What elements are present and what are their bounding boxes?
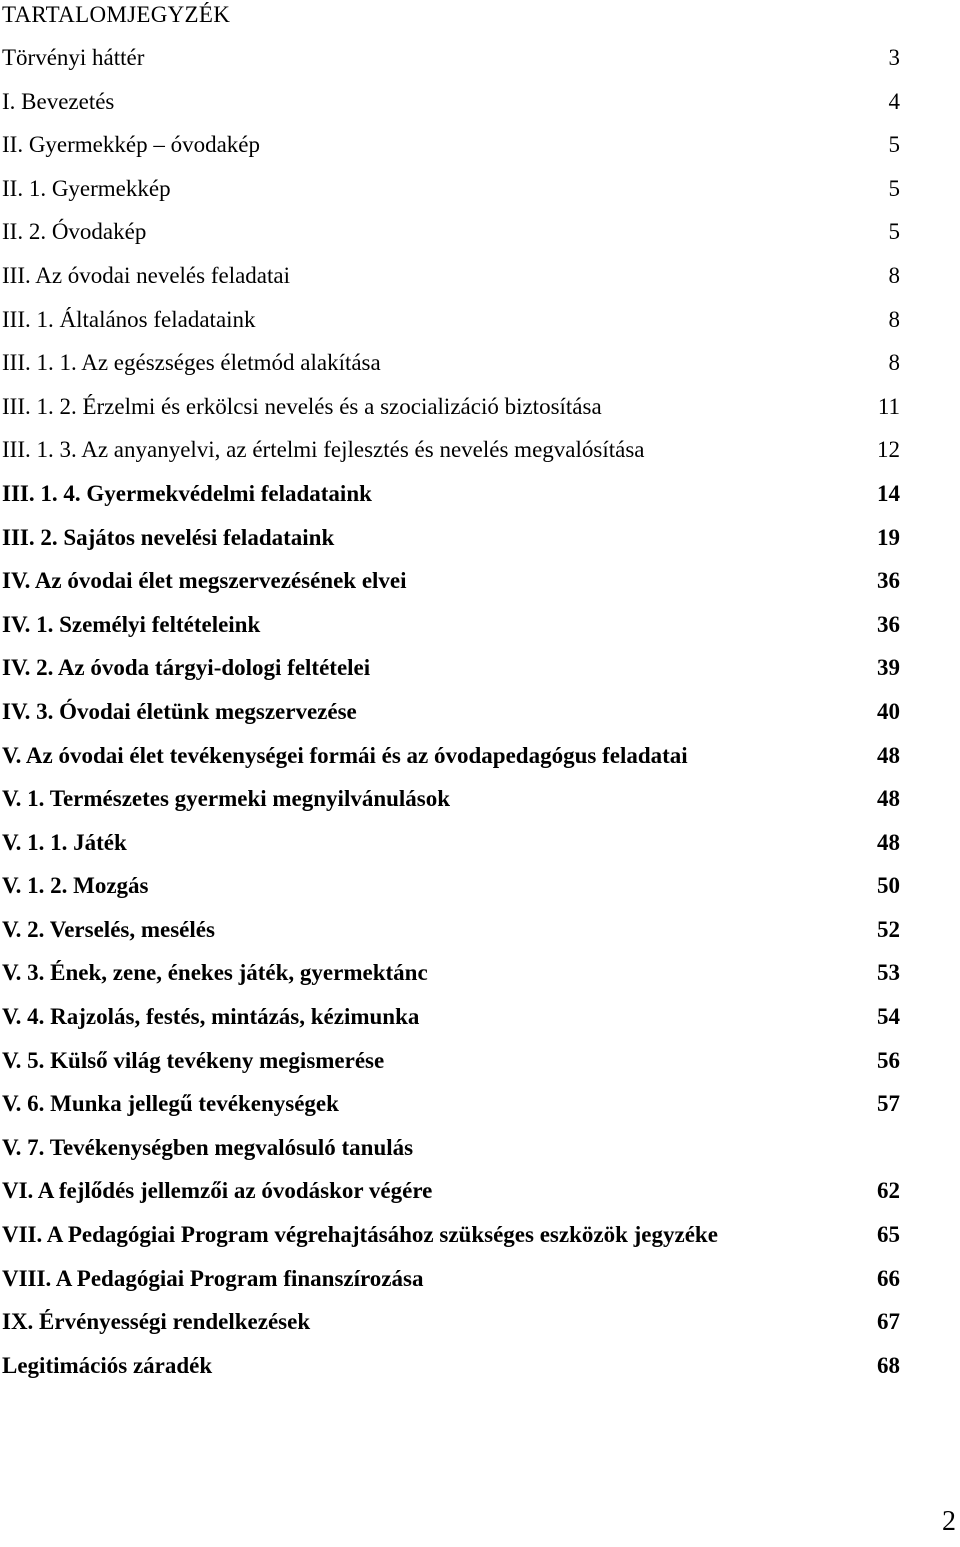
toc-entry-page: 68 <box>877 1352 900 1378</box>
page-number: 2 <box>942 1506 956 1537</box>
toc-entry-title: V. 1. 1. Játék <box>2 829 127 855</box>
toc-entry[interactable] <box>2 566 900 610</box>
toc-entry-title: III. Az óvodai nevelés feladatai <box>2 262 291 288</box>
toc-entry-page: 36 <box>877 611 900 637</box>
toc-entry[interactable] <box>2 1220 900 1264</box>
toc-entry[interactable] <box>2 43 900 87</box>
toc-entry-title: V. 4. Rajzolás, festés, mintázás, kézimunka <box>2 1004 420 1030</box>
toc-entry-title: IV. 3. Óvodai életünk megszervezése <box>2 698 357 724</box>
toc-entry[interactable] <box>2 1176 900 1220</box>
toc-entry-page: 56 <box>877 1047 900 1073</box>
toc-entry-page: 11 <box>877 393 900 419</box>
toc-entry[interactable] <box>2 305 900 349</box>
toc-entry-page: 53 <box>877 960 900 986</box>
toc-entry[interactable] <box>2 217 900 261</box>
toc-entry-page: 48 <box>877 742 900 768</box>
toc-entry[interactable] <box>2 653 900 697</box>
toc-entry-page: 48 <box>877 786 900 812</box>
toc-entry-title: I. Bevezetés <box>2 88 115 114</box>
toc-entry-page: 8 <box>888 262 900 288</box>
toc-entry[interactable] <box>2 1002 900 1046</box>
toc-entry-page: 57 <box>877 1091 900 1117</box>
toc-entry-page: 12 <box>877 437 900 463</box>
toc-entry-title: V. 5. Külső világ tevékeny megismerése <box>2 1047 385 1073</box>
toc-entry-title: IV. 1. Személyi feltételeink <box>2 611 261 637</box>
toc-entry-title: II. Gyermekkép – óvodakép <box>2 132 261 158</box>
table-of-contents <box>2 43 900 1394</box>
toc-entry-page: 54 <box>877 1004 900 1030</box>
toc-entry-title: III. 2. Sajátos nevelési feladataink <box>2 524 335 550</box>
toc-entry-page: 8 <box>888 306 900 332</box>
toc-entry[interactable] <box>2 392 900 436</box>
toc-entry-title: V. 3. Ének, zene, énekes játék, gyermektánc <box>2 960 428 986</box>
toc-entry[interactable] <box>2 130 900 174</box>
toc-entry[interactable] <box>2 348 900 392</box>
toc-entry-title: V. 2. Verselés, mesélés <box>2 916 215 942</box>
toc-entry-title: III. 1. Általános feladataink <box>2 306 256 332</box>
toc-entry-page: 48 <box>877 829 900 855</box>
toc-entry-title: V. 6. Munka jellegű tevékenységek <box>2 1091 339 1117</box>
toc-entry[interactable] <box>2 958 900 1002</box>
toc-entry[interactable] <box>2 1089 900 1133</box>
toc-entry-page: 39 <box>877 655 900 681</box>
toc-entry[interactable] <box>2 741 900 785</box>
toc-entry-page: 65 <box>877 1222 900 1248</box>
toc-entry[interactable] <box>2 87 900 131</box>
toc-entry[interactable] <box>2 1264 900 1308</box>
toc-entry[interactable] <box>2 871 900 915</box>
toc-entry-title: VI. A fejlődés jellemzői az óvodáskor végére <box>2 1178 433 1204</box>
toc-entry-page: 40 <box>877 698 900 724</box>
toc-entry[interactable] <box>2 610 900 654</box>
toc-entry-title: II. 2. Óvodakép <box>2 219 147 245</box>
toc-entry-title: V. 7. Tevékenységben megvalósuló tanulás <box>2 1134 414 1160</box>
toc-entry-title: IX. Érvényességi rendelkezések <box>2 1309 311 1335</box>
toc-entry-page: 36 <box>877 568 900 594</box>
toc-entry-page: 5 <box>888 219 900 245</box>
toc-entry-title: V. 1. 2. Mozgás <box>2 873 149 899</box>
toc-entry[interactable] <box>2 915 900 959</box>
toc-entry[interactable] <box>2 1307 900 1351</box>
toc-entry-page: 52 <box>877 916 900 942</box>
toc-entry-page: 4 <box>888 88 900 114</box>
toc-entry-title: II. 1. Gyermekkép <box>2 175 171 201</box>
toc-entry-page: 62 <box>877 1178 900 1204</box>
toc-entry[interactable] <box>2 1351 900 1395</box>
toc-entry[interactable] <box>2 479 900 523</box>
toc-entry-title: VIII. A Pedagógiai Program finanszírozása <box>2 1265 424 1291</box>
toc-entry[interactable] <box>2 828 900 872</box>
toc-entry[interactable] <box>2 523 900 567</box>
toc-entry-page: 5 <box>888 175 900 201</box>
toc-entry-page: 66 <box>877 1265 900 1291</box>
toc-entry-page: 14 <box>877 480 900 506</box>
toc-entry[interactable] <box>2 435 900 479</box>
toc-entry-page: 67 <box>877 1309 900 1335</box>
toc-heading: TARTALOMJEGYZÉK <box>2 2 231 27</box>
toc-entry-title: III. 1. 3. Az anyanyelvi, az értelmi fejlesztés és nevelés megvalósítása <box>2 437 645 463</box>
toc-entry-title: III. 1. 4. Gyermekvédelmi feladataink <box>2 480 372 506</box>
toc-entry-title: III. 1. 1. Az egészséges életmód alakítása <box>2 350 381 376</box>
toc-entry[interactable] <box>2 174 900 218</box>
toc-entry-title: V. 1. Természetes gyermeki megnyilvánulások <box>2 786 451 812</box>
toc-entry-title: Törvényi háttér <box>2 45 145 70</box>
toc-entry[interactable] <box>2 1046 900 1090</box>
toc-entry[interactable] <box>2 1133 900 1177</box>
toc-entry[interactable] <box>2 261 900 305</box>
toc-entry-title: Legitimációs záradék <box>2 1352 213 1378</box>
toc-entry-title: IV. 2. Az óvoda tárgyi-dologi feltételei <box>2 655 371 681</box>
toc-entry[interactable] <box>2 697 900 741</box>
toc-entry[interactable] <box>2 784 900 828</box>
toc-entry-title: III. 1. 2. Érzelmi és erkölcsi nevelés és a szocializáció biztosítása <box>2 393 602 419</box>
toc-entry-title: V. Az óvodai élet tevékenységei formái és az óvodapedagógus feladatai <box>2 742 688 768</box>
toc-entry-page: 3 <box>888 45 900 70</box>
toc-entry-title: VII. A Pedagógiai Program végrehajtásához szükséges eszközök jegyzéke <box>2 1222 718 1248</box>
toc-entry-page: 5 <box>888 132 900 158</box>
toc-entry-page: 50 <box>877 873 900 899</box>
toc-entry-page: 8 <box>888 350 900 376</box>
toc-entry-page: 19 <box>877 524 900 550</box>
toc-entry-title: IV. Az óvodai élet megszervezésének elvei <box>2 568 407 594</box>
